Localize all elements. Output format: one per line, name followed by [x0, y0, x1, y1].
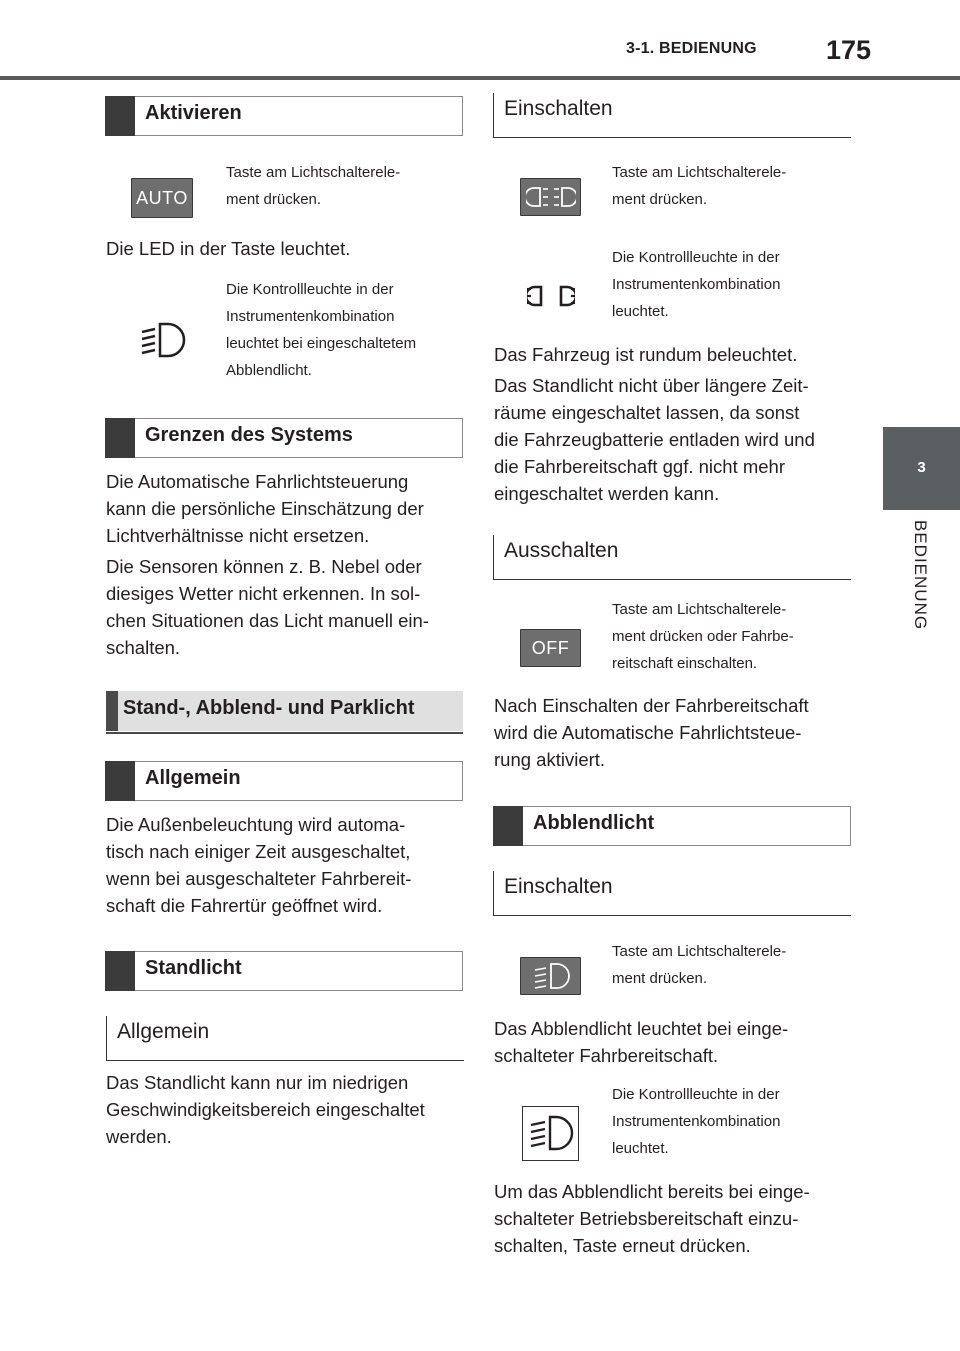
text-line: chen Situationen das Licht manuell ein-: [106, 610, 429, 631]
abblend-indicator-text: [612, 1081, 780, 1162]
text-line: ment drücken.: [612, 191, 708, 208]
text-line: Das Standlicht kann nur im niedrigen: [106, 1072, 409, 1093]
text-line: schaft die Fahrertür geöffnet wird.: [106, 895, 383, 916]
header-rule: [0, 76, 960, 80]
text-line: ment drücken.: [226, 191, 322, 208]
heading-bar: [493, 806, 523, 846]
section-title: 3-1. BEDIENUNG: [626, 40, 757, 57]
einschalten-para-1: Das Fahrzeug ist rundum beleuchtet.: [494, 344, 798, 365]
heading-text: Aktivieren: [145, 102, 242, 124]
text-line: rung aktiviert.: [494, 749, 606, 770]
text-line: diesiges Wetter nicht erkennen. In sol-: [106, 583, 421, 604]
text-line: Die Sensoren können z. B. Nebel oder: [106, 556, 422, 577]
text-line: werden.: [106, 1126, 172, 1147]
text-line: leuchtet.: [612, 303, 669, 320]
text-line: Um das Abblendlicht bereits bei einge-: [494, 1181, 810, 1202]
heading-text: Abblendlicht: [533, 812, 655, 834]
text-line: Das Abblendlicht leuchtet bei einge-: [494, 1018, 789, 1039]
subheading-text: Einschalten: [504, 875, 613, 898]
led-text: Die LED in der Taste leuchtet.: [106, 238, 351, 259]
parking-light-button-icon: [520, 178, 581, 216]
text-line: Instrumentenkombination: [612, 1113, 781, 1130]
abblend-para-2: [494, 1178, 810, 1259]
aktivieren-instruction: [226, 159, 400, 213]
chapter-label-text: BEDIENUNG: [911, 520, 930, 631]
text-line: Die Außenbeleuchtung wird automa-: [106, 814, 406, 835]
text-line: schalteter Fahrbereitschaft.: [494, 1045, 719, 1066]
abblend-para-1: [494, 1015, 788, 1069]
aktivieren-indicator-text: [226, 276, 416, 384]
subheading-einschalten-abblend: [493, 871, 851, 916]
heading-allgemein: [105, 761, 463, 801]
parking-light-indicator-icon: [527, 284, 575, 308]
text-line: Das Standlicht nicht über längere Zeit-: [494, 375, 809, 396]
text-line: eingeschaltet werden kann.: [494, 483, 720, 504]
text-line: ment drücken oder Fahrbe-: [612, 628, 794, 645]
text-line: ment drücken.: [612, 970, 708, 987]
text-line: reitschaft einschalten.: [612, 655, 758, 672]
auto-button-label: AUTO: [136, 187, 188, 208]
text-line: Instrumentenkombination: [226, 308, 395, 325]
chapter-banner: [106, 691, 463, 731]
text-line: Instrumentenkombination: [612, 276, 781, 293]
banner-underline: [106, 732, 463, 734]
heading-grenzen: [105, 418, 463, 458]
text-line: die Fahrzeugbatterie entladen wird und: [494, 429, 815, 450]
text-line: Taste am Lichtschalterele-: [612, 164, 787, 181]
text-line: Geschwindigkeitsbereich eingeschaltet: [106, 1099, 425, 1120]
text-line: kann die persönliche Einschätzung der: [106, 498, 424, 519]
heading-text: Grenzen des Systems: [145, 424, 353, 446]
page-number: 175: [826, 35, 872, 65]
chapter-label: [880, 520, 960, 640]
heading-bar: [105, 761, 135, 801]
text-line: Die Kontrollleuchte in der: [226, 281, 394, 298]
low-beam-indicator-icon: [522, 1106, 579, 1161]
off-button-label: OFF: [531, 637, 570, 658]
heading-abblendlicht: [493, 806, 851, 846]
heading-bar: [105, 951, 135, 991]
auto-button-icon: [131, 178, 193, 218]
text-line: schalteter Betriebsbereitschaft einzu-: [494, 1208, 799, 1229]
low-beam-button-icon: [520, 957, 581, 995]
text-line: räume eingeschaltet lassen, da sonst: [494, 402, 800, 423]
text-line: Lichtverhältnisse nicht ersetzen.: [106, 525, 370, 546]
grenzen-para-2: [106, 553, 429, 661]
einschalten-indicator-text: [612, 244, 780, 325]
text-line: Taste am Lichtschalterele-: [612, 601, 787, 618]
text-line: Die Kontrollleuchte in der: [612, 249, 780, 266]
text-line: die Fahrbereitschaft ggf. nicht mehr: [494, 456, 786, 477]
chapter-number: 3: [917, 459, 926, 476]
subheading-ausschalten: [493, 535, 851, 580]
subheading-text: Allgemein: [117, 1020, 210, 1043]
heading-text: Standlicht: [145, 957, 242, 979]
text-line: leuchtet bei eingeschaltetem: [226, 335, 417, 352]
text-line: Die Automatische Fahrlichtsteuerung: [106, 471, 409, 492]
text-line: schalten.: [106, 637, 181, 658]
text-line: leuchtet.: [612, 1140, 669, 1157]
standlicht-para: [106, 1069, 425, 1150]
text-line: Taste am Lichtschalterele-: [612, 943, 787, 960]
einschalten-para-2: [494, 372, 815, 507]
text-line: wird die Automatische Fahrlichtsteue-: [494, 722, 802, 743]
banner-text: Stand-, Abblend- und Parklicht: [123, 697, 415, 719]
text-line: Die Kontrollleuchte in der: [612, 1086, 780, 1103]
allgemein-para: [106, 811, 411, 919]
subheading-text: Ausschalten: [504, 539, 619, 562]
heading-standlicht: [105, 951, 463, 991]
heading-bar: [105, 418, 135, 458]
ausschalten-para: [494, 692, 809, 773]
text-line: Nach Einschalten der Fahrbereitschaft: [494, 695, 809, 716]
heading-text: Allgemein: [145, 767, 241, 789]
off-button-icon: [520, 629, 581, 667]
low-beam-indicator-icon: [140, 320, 186, 360]
subheading-einschalten: [493, 93, 851, 138]
einschalten-instruction: [612, 159, 786, 213]
text-line: Abblendlicht.: [226, 362, 312, 379]
heading-bar: [105, 96, 135, 136]
heading-aktivieren: [105, 96, 463, 136]
text-line: wenn bei ausgeschalteter Fahrbereit-: [106, 868, 412, 889]
text-line: Taste am Lichtschalterele-: [226, 164, 401, 181]
text-line: tisch nach einiger Zeit ausgeschaltet,: [106, 841, 411, 862]
grenzen-para-1: [106, 468, 424, 549]
subheading-allgemein: [106, 1016, 464, 1061]
banner-bar: [106, 691, 118, 731]
subheading-text: Einschalten: [504, 97, 613, 120]
text-line: schalten, Taste erneut drücken.: [494, 1235, 751, 1256]
abblend-instruction: [612, 938, 786, 992]
ausschalten-instruction: [612, 596, 794, 677]
